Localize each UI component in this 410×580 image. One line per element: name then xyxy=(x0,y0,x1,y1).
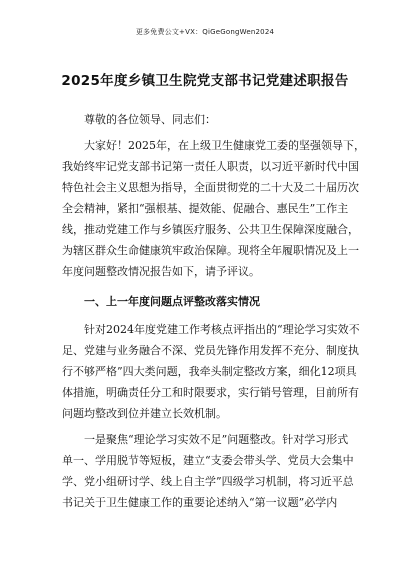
paragraph-line: 为辖区群众生命健康筑牢政治保障。现将全年履职情况及上一 xyxy=(62,244,359,257)
paragraph-line: 学、党小组研讨学、线上自主学”四级学习机制，将习近平总 xyxy=(62,475,354,488)
paragraph-line: 体措施，明确责任分工和时限要求，实行销号管理，目前所有 xyxy=(62,386,359,399)
paragraph-line: 针对2024年度党建工作考核点评指出的“理论学习实效不 xyxy=(84,323,360,336)
paragraph-line: 我始终牢记党支部书记第一责任人职责，以习近平新时代中国 xyxy=(62,160,359,173)
paragraph-line: 一是聚焦“理论学习实效不足”问题整改。针对学习形式 xyxy=(84,433,349,446)
paragraph-line: 书记关于卫生健康工作的重要论述纳入“第一议题”必学内 xyxy=(62,496,338,509)
paragraph-line: 线，推动党建工作与乡镇医疗服务、公共卫生保障深度融合， xyxy=(62,223,359,236)
greeting: 尊敬的各位领导、同志们： xyxy=(84,113,216,126)
paragraph-line: 大家好！2025年，在上级卫生健康党工委的坚强领导下， xyxy=(84,139,365,152)
header-note: 更多免费公文+VX：QiGeGongWen2024 xyxy=(135,28,275,36)
paragraph-line: 特色社会主义思想为指导，全面贯彻党的二十大及二十届历次 xyxy=(62,181,359,194)
section-heading: 一、上一年度问题点评整改落实情况 xyxy=(84,295,260,308)
paragraph-line: 行不够严格”四大类问题，我牵头制定整改方案，细化12项具 xyxy=(62,365,357,378)
paragraph-line: 年度问题整改情况报告如下，请予评议。 xyxy=(62,265,260,278)
paragraph-line: 足、党建与业务融合不深、党员先锋作用发挥不充分、制度执 xyxy=(62,344,359,357)
paragraph-line: 单一、学用脱节等短板，建立“支委会带头学、党员大会集中 xyxy=(62,454,354,467)
document-title: 2025年度乡镇卫生院党支部书记党建述职报告 xyxy=(61,73,349,89)
paragraph-line: 问题均整改到位并建立长效机制。 xyxy=(62,407,227,420)
paragraph-line: 全会精神，紧扣“强根基、提效能、促融合、惠民生”工作主 xyxy=(62,202,349,215)
